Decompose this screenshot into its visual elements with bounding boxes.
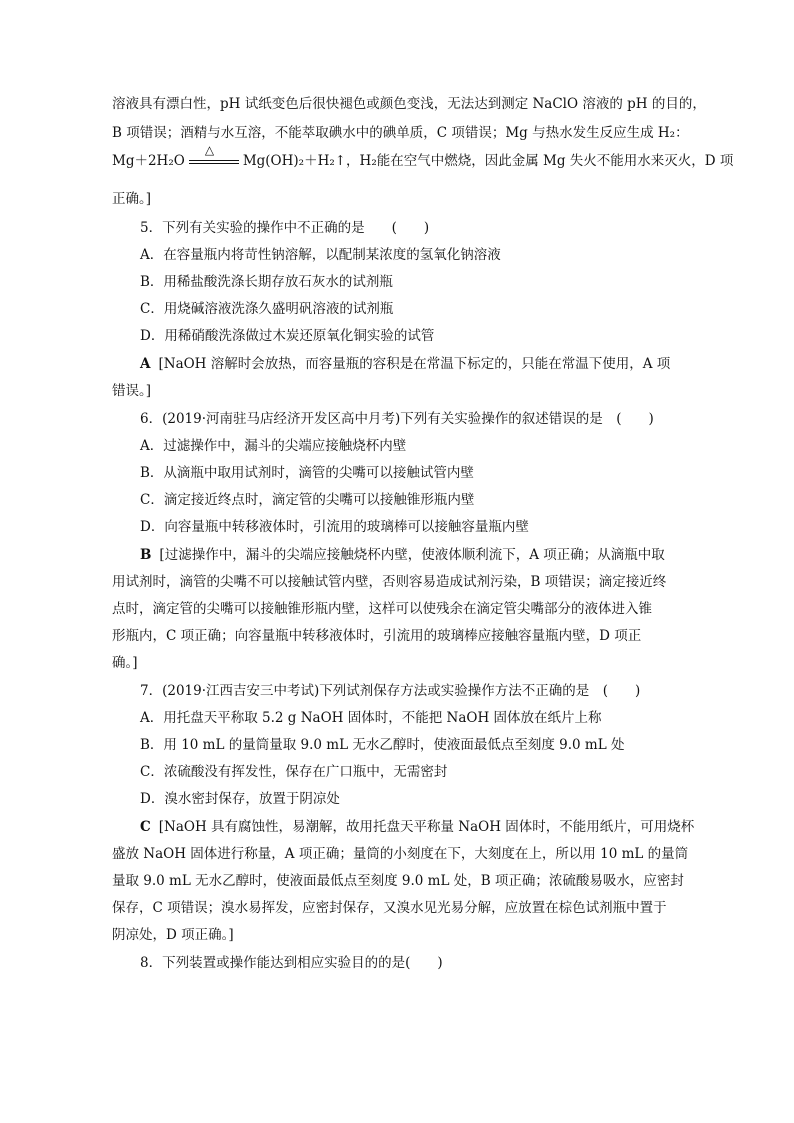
question-7-stem: 7．(2019·江西吉安三中考试)下列试剂保存方法或实验操作方法不正确的是 ( ) — [140, 683, 641, 699]
question-7-explanation-line-1: C [NaOH 具有腐蚀性，易潮解，故用托盘天平称量 NaOH 固体时，不能用纸片，可用烧杯 — [140, 819, 695, 835]
question-6-option-c: C．滴定接近终点时，滴定管的尖嘴可以接触锥形瓶内壁 — [140, 492, 475, 508]
question-7-option-c: C．浓硫酸没有挥发性，保存在广口瓶中，无需密封 — [140, 764, 448, 780]
question-6-explanation-line-1: B [过滤操作中，漏斗的尖端应接触烧杯内壁，使液体顺利流下，A 项正确；从滴瓶中取 — [140, 547, 665, 563]
question-6-explanation-line-3: 点时，滴定管的尖嘴可以接触锥形瓶内壁，这样可以使残余在滴定管尖嘴部分的液体进入锥 — [112, 601, 652, 617]
chemical-equation — [112, 143, 734, 170]
question-6-option-d: D．向容量瓶中转移液体时，引流用的玻璃棒可以接触容量瓶内壁 — [140, 519, 529, 535]
question-8-stem: 8．下列装置或操作能达到相应实验目的的是( ) — [140, 955, 443, 971]
prev-explanation-line-1: 溶液具有漂白性，pH 试纸变色后很快褪色或颜色变浅，无法达到测定 NaClO 溶液的 pH 的目的， — [112, 96, 706, 112]
question-6-explanation-line-5: 确。] — [112, 655, 138, 671]
question-7-answer: C — [140, 819, 151, 835]
question-5-option-a: A．在容量瓶内将苛性钠溶解，以配制某浓度的氢氧化钠溶液 — [140, 247, 501, 263]
question-7-explanation-line-3: 量取 9.0 mL 无水乙醇时，使液面最低点至刻度 9.0 mL 处，B 项正确；浓硫酸易吸水，应密封 — [112, 873, 684, 889]
question-6-option-b: B．从滴瓶中取用试剂时，滴管的尖嘴可以接触试管内壁 — [140, 465, 474, 481]
heat-symbol: △ — [204, 143, 215, 157]
question-7-option-d: D．溴水密封保存，放置于阴凉处 — [140, 791, 340, 807]
question-7-explanation-line-4: 保存，C 项错误；溴水易挥发，应密封保存，又溴水见光易分解，应放置在棕色试剂瓶中置于 — [112, 900, 667, 916]
question-5-answer: A — [140, 356, 151, 372]
question-6-stem: 6．(2019·河南驻马店经济开发区高中月考)下列有关实验操作的叙述错误的是 ( ) — [140, 411, 654, 427]
question-7-explanation-line-5: 阴凉处，D 项正确。] — [112, 927, 234, 943]
heat-equals-sign — [189, 143, 239, 170]
equation-reactants: Mg＋2H₂O — [112, 153, 185, 169]
question-5-option-b: B．用稀盐酸洗涤长期存放石灰水的试剂瓶 — [140, 274, 393, 290]
question-7-option-b: B．用 10 mL 的量筒量取 9.0 mL 无水乙醇时，使液面最低点至刻度 9.0 mL 处 — [140, 737, 625, 753]
prev-explanation-line-4: 正确。] — [112, 191, 152, 207]
question-5-stem: 5．下列有关实验的操作中不正确的是 ( ) — [140, 220, 430, 236]
question-5-option-c: C．用烧碱溶液洗涤久盛明矾溶液的试剂瓶 — [140, 301, 394, 317]
question-5-explanation-line-1: A [NaOH 溶解时会放热，而容量瓶的容积是在常温下标定的，只能在常温下使用，A 项 — [140, 356, 671, 372]
question-6-answer: B — [140, 547, 152, 563]
question-5-explanation-line-2: 错误。] — [112, 383, 152, 399]
question-5-option-d: D．用稀硝酸洗涤做过木炭还原氧化铜实验的试管 — [140, 328, 435, 344]
question-6-explanation-line-4: 形瓶内，C 项正确；向容量瓶中转移液体时，引流用的玻璃棒应接触容量瓶内壁，D 项正 — [112, 628, 642, 644]
equation-products: Mg(OH)₂＋H₂↑，H₂能在空气中燃烧，因此金属 Mg 失火不能用水来灭火，D 项 — [242, 153, 734, 169]
question-6-option-a: A．过滤操作中，漏斗的尖端应接触烧杯内壁 — [140, 438, 407, 454]
question-6-explanation-line-2: 用试剂时，滴管的尖嘴不可以接触试管内壁，否则容易造成试剂污染，B 项错误；滴定接近终 — [112, 574, 667, 590]
question-7-explanation-line-2: 盛放 NaOH 固体进行称量，A 项正确；量筒的小刻度在下，大刻度在上，所以用 10 mL 的量筒 — [112, 846, 689, 862]
question-7-option-a: A．用托盘天平称取 5.2 g NaOH 固体时，不能把 NaOH 固体放在纸片上称 — [140, 710, 602, 726]
prev-explanation-line-2: B 项错误；酒精与水互溶，不能萃取碘水中的碘单质，C 项错误；Mg 与热水发生反应生成 H₂： — [112, 125, 689, 141]
